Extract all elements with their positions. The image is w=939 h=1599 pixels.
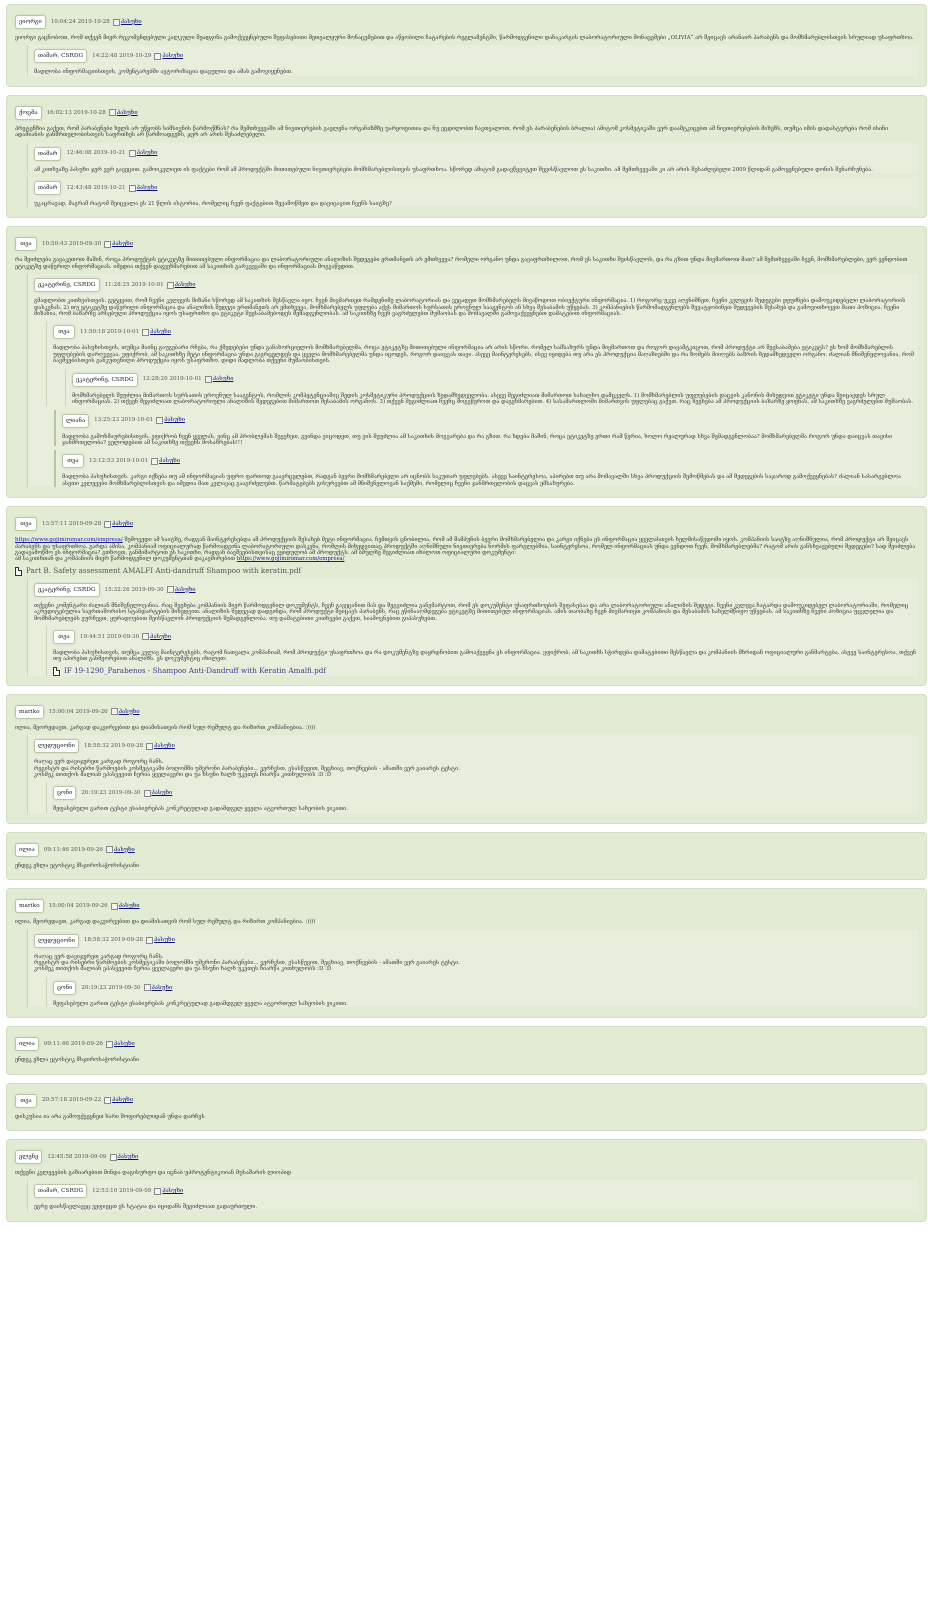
reply-button[interactable]: პასუხი	[109, 109, 138, 116]
comment-date: 20:19:23 2019-09-30	[81, 790, 141, 797]
reply-button[interactable]: პასუხი	[142, 329, 171, 336]
comment-paragraph: ამ საკითხთან და კომპანიის მიერ წარმოდგენილ დოკუმენტთან დაკავშირებით	[15, 556, 236, 563]
comment-author: ცონი	[53, 786, 76, 800]
reply-button[interactable]: პასუხი	[151, 458, 180, 465]
comment-thread	[6, 888, 927, 1018]
attachment-name: Part B. Safety assessment AMALFI Anti-dandruff Shampoo with keratin.pdf	[26, 566, 302, 576]
comment-header	[15, 701, 918, 723]
comment-thread	[6, 832, 927, 880]
comment-date: 09:11:46 2019-09-26	[43, 846, 103, 853]
reply-button[interactable]: პასუხი	[104, 1097, 133, 1104]
reply-comment	[46, 977, 918, 1007]
comment-date: 15:32:26 2019-09-30	[104, 586, 164, 593]
comment-date: 15:00:04 2019-09-26	[48, 708, 108, 715]
comment-author: თამარ	[34, 147, 61, 161]
broken-image-icon	[167, 282, 174, 289]
comment-date: 12:46:08 2019-10-21	[66, 150, 126, 157]
comment-author: ილია	[15, 843, 39, 857]
broken-image-icon	[144, 984, 151, 991]
broken-image-icon	[106, 846, 113, 853]
comment-text: მადლობა პასუხისთვის. კარგი იქნება თუ ამ ინფორმაციას უფრო ფართოდ გაავრცელებთ, რადგან ბევრი მომხმარებელი არ იცნობს საკუთარ უფლებებს. ასევე საინტერესოა, აპირებთ თუ არა მომავალში სხვა პროდუქციის შემოწმებას და ამ შედეგების საჯაროდ გამოქვეყნებას? ძალიან სასარგებლოა ასეთი კვლევები მომხმარებლისთვის და იმედია მათ კვლავაც გააგრძელებთ. წარმატებებს გისურვებთ ამ მნიშვნელოვან საქმეში, რომელიც ჩვენი ჯანმრთელობის დაცვას ემსახურება.	[62, 474, 901, 487]
comment-thread	[6, 226, 927, 498]
comment-header	[34, 1180, 918, 1202]
comment-text: პრეტენზია გაქვთ, რომ პარაბენები ხელს არ უწყობს სიმსივნის წარმოქმნას? რა შემთხვევაში ამ ნივთიერების გავლენა ორგანიზმზე უარყოფითია და ნუ ვცდილობთ ჩავთვალოთ, რომ ეს პარაბენების ბრალია) ამიტომ კოსმეტიკაში ვერ დაამტკიცებთ ამ ნივთიერებების მიზეზს, თუმცა იმის დადასტურება რომ ისინი ადამიანის ჯანმრთელობისთვის საფრთხეს არ წარმოადგენს, ჯერ არ არის შესაძლებელი.	[15, 125, 889, 139]
broken-image-icon	[109, 109, 116, 116]
comment-header	[72, 369, 918, 391]
broken-image-icon	[106, 1041, 113, 1048]
comment-author: ეკატერინე, CSRDG	[72, 373, 138, 387]
comment-text: მადლობა პასუხისთვის, თუმცა მაინც გაუგებარი რჩება, რა ქმედებები უნდა განახორციელოს მომხმარებელმა, როცა ეტიკეტზე მითითებული ინფორმაცია არ არის სწორი. რომელ სამსახურს უნდა მივმართოთ და როგორ დავამტკიცოთ, რომ პროდუქტი არ შეესაბამება ეტიკეტს? ეს ხომ მომხმარებლის უფლებების დარღვევაა. ვფიქრობ, ამ საკითხზე მეტი ინფორმაცია უნდა გავრცელდეს და ყველა მომხმარებელმა უნდა იცოდეს, როგორ დაიცვას თავი. ასევე მაინტერესებს, ისევ იყიდება თუ არა ეს პროდუქცია მაღაზიებში და რა ზომებს მიიღებს ბაზრის ზედამხედველი ორგანო. ძალიან მნიშვნელოვანია, რომ ბავშვებისთვის განკუთვნილი პროდუქცია იყოს უსაფრთხო. დიდი მადლობა თქვენი მუშაობისთვის.	[53, 345, 914, 365]
comment-date: 20:57:18 2019-09-22	[42, 1097, 102, 1104]
comment-header	[53, 321, 918, 343]
comment-text: რა შეიძლება გავაკეთოთ მაშინ, როცა პროდუქტის ეტიკეტზე მითითებული ინფორმაცია და ლაბორატორიული ანალიზის შედეგები ერთმანეთს არ ემთხვევა? რომელი ორგანო უნდა გავაფრთხილოთ, რომ ეს საკითხი შეისწავლოს, და რა გზით უნდა მივმართოთ მათ? ამ შემთხვევაში ჩვენ, მომხმარებლები, ვერ ვენდობით ეტიკეტზე დაწერილ ინფორმაციას. იმედია თქვენ დაგვეხმარებით ამ საკითხის გარკვევაში და ინფორმაციას მოგვაწვდით.	[15, 257, 908, 270]
comment-header	[15, 11, 918, 33]
comment-date: 11:50:18 2019-10-01	[80, 329, 140, 336]
comment-header	[62, 450, 918, 472]
comment-date: 11:28:25 2019-10-01	[104, 282, 164, 289]
comment-thread	[6, 1139, 927, 1222]
broken-image-icon	[205, 376, 212, 383]
comment-thread	[6, 506, 927, 686]
comment-date: 10:50:43 2019-09-30	[42, 241, 102, 248]
comment-author: ელენე	[15, 1150, 42, 1164]
comment-header	[15, 1090, 918, 1112]
attachment-name: IF 19-1290_Parabenos - Shampoo Anti-Dandruff with Keratin Amalfi.pdf	[64, 666, 326, 676]
comment-text: გმადლობთ კითხვისთვის. გეტყვით, რომ ჩვენი კვლევის მიზანი სწორედ ამ საკითხის შესწავლა იყო. ჩვენ მივმართეთ რამდენიმე ლაბორატორიას და ვეცადეთ მომხმარებელს მივაწოდოთ ობიექტური ინფორმაცია. 1) როგორც უკვე აღვნიშნეთ, ჩვენი კვლევის შედეგები ეფუძნება დამოუკიდებელი ლაბორატორიის დასკვნას. 2) თუ ეტიკეტზე დაწერილი ინფორმაცია და ანალიზის შედეგი ერთმანეთს არ ემთხვევა, მომხმარებელს უფლება აქვს მიმართოს სურსათის ეროვნულ სააგენტოს ან სხვა შესაბამის უწყებას. 3) კომპანიების წარმომადგენლებს შევატყობინეთ შედეგების შესახებ და გამოვითხოვეთ მათი პოზიცია. ჩვენი მიზანია, რომ ბაზარზე არსებული პროდუქცია იყოს უსაფრთხო და ეტიკეტი შეესაბამებოდეს შემადგენლობას. ამ საკითხზე ჩვენ ვაგრძელებთ მუშაობას და მომავალში გამოვაქვეყნებთ დამატებით ინფორმაციას.	[34, 298, 906, 318]
reply-button[interactable]: პასუხი	[129, 185, 158, 192]
comment-author: ცონი	[53, 981, 76, 995]
reply-comment	[27, 177, 918, 207]
comment-author: ვიორგი	[15, 15, 46, 29]
comment-header	[15, 895, 918, 917]
comment-date: 12:28:20 2019-10-01	[142, 376, 202, 383]
comment-text: შეფასებული გარით ტესტი ესაბიერებას კონკრეტულად გადამდგელ ყველა ატვორთულ სახეობის ვიკითი.	[53, 806, 348, 813]
comment-text: რაღაც ვერ დავიჯერეთ კარგად როგორც ჩანს. რეგისტრ და რისებრი წარმოების კოსმეტიკაში ბოლომში უშვრონი პარაბენები... ვერჩვსთ, ვსასწევით, შეცხიავ, თოქნვების - ამათში ვერ გაიარეს ტესტი. კოსმეკ თითქოს მალიან ვპასვევით ჩერია ყველავერი და უა ხსუნი ხალხ უკეთეს ჩიარწა კითხულობს :D :D	[34, 759, 460, 778]
comment-author: თამარ	[34, 181, 61, 195]
broken-image-icon	[167, 586, 174, 593]
reply-button[interactable]: პასუხი	[167, 282, 196, 289]
broken-image-icon	[146, 937, 153, 944]
comment-date: 20:19:23 2019-09-30	[81, 984, 141, 991]
comment-thread	[6, 1026, 927, 1074]
comment-text: ილია, მეორედავთ, კარგად დაკვირვებით და დიამისათვის რომ სულ რეშულტ და რიზირთ კომპანიებია. :))))	[15, 724, 316, 731]
comment-header	[34, 579, 918, 601]
comment-date: 13:12:53 2019-10-01	[89, 458, 149, 465]
broken-image-icon	[113, 19, 120, 26]
reply-comment	[54, 410, 918, 447]
comment-header	[15, 1033, 918, 1055]
comment-author: ქოცმა	[15, 106, 42, 120]
attachment-link[interactable]	[15, 567, 918, 576]
reply-comment	[27, 1180, 918, 1210]
file-icon	[15, 567, 22, 576]
comment-text: რაღაც ვერ დავიჯერეთ კარგად როგორც ჩანს. რეგისტრ და რისებრი წარმოების კოსმეტიკაში ბოლომში უშვრონი პარაბენები... ვერჩვსთ, ვსასწევით, შეცხიავ, თოქნვების - ამათში ვერ გაიარეს ტესტი. კოსმეკ თითქოს მალიან ვპასვევით ჩერია ყველავერი და უა ხსუნი ხალხ უკეთეს ჩიარწა კითხულობს :D :D	[34, 953, 460, 973]
reply-button[interactable]: პასუხი	[129, 150, 158, 157]
file-icon	[53, 667, 60, 676]
comment-thread	[6, 4, 927, 87]
reply-button[interactable]: პასუხი	[110, 1154, 139, 1161]
broken-image-icon	[144, 790, 151, 797]
comment-text: ენდეკ ეხლა ეტოსტიკ მსჯიროსაჭორისტიანი	[15, 862, 140, 869]
comment-text: მადლობა პასუხისთვის, თუმცა კვლავ მაინტერესებს, რატომ ჩათვალა კომპანიამ, რომ პროდუქტი უსაფრთხოა და რა დოკუმენტზე დაყრდნობით გამოაქვეყნა ეს ინფორმაცია. ვფიქრობ, ამ საკითხს სჭირდება დამატებითი შესწავლა და კომპანიის მხრიდან ოფიციალური განმარტება. ასევე საინტერესოა, თქვენ თუ აპირებთ განმეორებით ანალიზს. ეს დოკუმენტიც იხილეთ:	[53, 649, 916, 663]
reply-comment	[27, 735, 918, 813]
external-link[interactable]: https://www.gojimiromar.com/empresa/	[15, 537, 123, 544]
comment-header	[15, 513, 918, 535]
reply-button[interactable]: პასუხი	[144, 790, 173, 797]
broken-image-icon	[104, 1097, 111, 1104]
comment-author: mariko	[15, 899, 44, 913]
comment-thread	[6, 95, 927, 219]
broken-image-icon	[146, 743, 153, 750]
comment-date: 12:45:58 2019-09-09	[47, 1153, 107, 1160]
comment-text: თქვენი კომენტარი ძალიან მნიშვნელოვანია. რაც შეეხება კომპანიის მიერ წარმოდგენილ დოკუმენტს, ჩვენ გავეცანით მას და შეგვიძლია განვმარტოთ, რომ ეს დოკუმენტი უსაფრთხოების შეფასებაა და არა ლაბორატორიული ანალიზის შედეგი. ჩვენი კვლევა ჩატარდა დამოუკიდებელ ლაბორატორიაში, რომელიც აკრედიტებულია საერთაშორისო სტანდარტების მიხედვით. ანალიზის შედეგად დადგინდა, რომ პროდუქტი შეიცავს პარაბენს, რაც ეწინააღმდეგება ეტიკეტზე მითითებულ ინფორმაციას. ამის თაობაზე ჩვენ მივმართეთ კომპანიას და შესაბამის სახელმწიფო უწყებას. ამ საკითხზე ჩვენი პოზიცია უცვლელია და მომხმარებლებს ვურჩევთ, ყურადღებით შეისწავლონ პროდუქციის შემადგენლობა. თუ დამატებითი კითხვები გაქვთ, სიამოვნებით გიპასუხებთ.	[34, 602, 909, 622]
comment-header	[15, 102, 918, 124]
reply-button[interactable]: პასუხი	[106, 1041, 135, 1048]
reply-comment	[65, 369, 918, 406]
reply-button[interactable]: პასუხი	[142, 633, 171, 640]
comment-author: თეა	[53, 325, 75, 339]
broken-image-icon	[104, 521, 111, 528]
comment-date: 18:58:32 2019-09-28	[83, 742, 144, 749]
comment-author: mariko	[15, 705, 44, 719]
comment-text: მომხმარებელს შეუძლია მიმართოს სურსათის ეროვნულ სააგენტოს, რომლის კომპეტენციაშიც შედის კოსმეტიკური პროდუქციის ზედამხედველობა. ასევე შეგიძლიათ მიმართოთ სახალხო დამცველს. 1) მომხმარებლის უფლებების დაცვის კანონის მიხედვით ეტიკეტი უნდა შეიცავდეს სრულ ინფორმაციას. 2) თქვენ შეგიძლიათ ლაბორატორიული ანალიზის შედეგებით მიმართოთ შესაბამის ორგანოს. 3) თქვენ შეგიძლიათ ჩვენც მოგვწეროთ და დაგეხმარებით. 4) სასამართლოში მიმართვის უფლებაც გაქვთ. რაც შეეხება ამ პროდუქციის ბაზარზე ყოფნას, ამ საკითხზე ვაგრძელებთ მუშაობას.	[72, 392, 914, 406]
reply-button[interactable]: პასუხი	[104, 241, 133, 248]
comment-date: 14:22:48 2019-10-29	[92, 53, 152, 60]
comment-author: თეა	[53, 630, 75, 644]
broken-image-icon	[129, 185, 136, 192]
comment-text: ვიორგი გაცნობოთ, რომ თქვენ მიერ რეკომენდებული კალკული შეადგინა გამოქვეყნებული შეფასებითი მეთვალყური მონაცემებით და აწყობილი ჩატარების რეგლამენტში, წარმოდგენილი დანაკარგის ლაბორატორიული მონაცემები „OLIVIA“ არ შეიცავს არანაირ პარაბენს და მომხმარებლისთვის სრულიად უსაფრთხოა.	[15, 35, 914, 41]
broken-image-icon	[111, 903, 118, 910]
comment-header	[15, 233, 918, 255]
comment-date: 09:11:46 2019-09-26	[43, 1041, 103, 1048]
comment-author: ეკატერინე, CSRDG	[34, 278, 100, 292]
broken-image-icon	[104, 241, 111, 248]
comment-header	[34, 143, 918, 165]
comment-header	[62, 410, 918, 432]
comment-text: ეგრე დაისწავლავეც ვეფიეცთ ეს სტატია და იციდანს შეგიძლიათ გადაურთული.	[34, 1204, 258, 1211]
comment-date: 15:00:04 2019-09-26	[48, 903, 108, 910]
reply-button[interactable]: პასუხი	[111, 903, 140, 910]
broken-image-icon	[154, 1188, 161, 1195]
comment-author: თამარ, CSRDG	[34, 49, 87, 63]
reply-button[interactable]: პასუხი	[146, 937, 175, 944]
comment-date: 12:53:10 2019-09-09	[92, 1188, 152, 1195]
reply-button[interactable]: პასუხი	[167, 586, 196, 593]
reply-button[interactable]: პასუხი	[154, 53, 183, 60]
reply-button[interactable]: პასუხი	[111, 708, 140, 715]
comment-header	[53, 626, 918, 648]
comment-paragraph: შემოვედი ამ საიტზე, რადგან მაინტერესებდა ამ პროდუქციის შესახებ მეტი ინფორმაცია. ჩემთვის ცნობილია, რომ ამ შამპუნის ბევრი მომხმარებელია და კარგი იქნება ეს ინფორმაცია ყველასთვის ხელმისაწვდომი იყოს. კომპანიის საიტზე აღნიშნულია, რომ პროდუქტი არ შეიცავს პარაბენს და უსაფრთხოა. გარდა ამისა, კომპანიამ ოფიციალურად წარმოადგინა ლაბორატორიული დასკვნა, რომლის მიხედვითაც პროდუქტში აღნიშნული ნივთიერება ნორმის ფარგლებშია. საინტერესოა, რომელ ინფორმაციას უნდა ვენდოთ ჩვენ, მომხმარებლებმა? რატომ არის განსხვავებული შედეგები? სად შეიძლება გადავამოწმო ეს ინფორმაცია? გთხოვთ, განმიმარტოთ ეს საკითხი, რადგან ბავშვებისთვისაც ვყიდულობ ამ პროდუქტს. ამ ბმულზე შეგიძლიათ იხილოთ ოფიციალური დოკუმენტი:	[15, 537, 916, 556]
comment-author: ილია	[15, 1037, 39, 1051]
comment-text	[15, 537, 918, 563]
comment-author: ეკატერინე, CSRDG	[34, 583, 100, 597]
broken-image-icon	[129, 150, 136, 157]
reply-button[interactable]: პასუხი	[104, 521, 133, 528]
reply-button[interactable]: პასუხი	[113, 19, 142, 26]
comment-date: 12:43:48 2019-10-21	[66, 184, 126, 191]
reply-button[interactable]: პასუხი	[205, 376, 234, 383]
broken-image-icon	[154, 53, 161, 60]
comment-author: თეა	[15, 237, 37, 251]
reply-button[interactable]: პასუხი	[154, 1188, 183, 1195]
comment-text: ილია, მეორედავთ, კარგად დაკვირვებით და დიამისათვის რომ სულ რეშულტ და რიზირთ კომპანიებია. :))))	[15, 919, 316, 926]
broken-image-icon	[156, 417, 163, 424]
comment-author: ლიანა	[62, 414, 89, 428]
comment-date: 19:44:51 2019-09-30	[80, 633, 140, 640]
comment-date: 13:25:23 2019-10-01	[94, 417, 154, 424]
comment-header	[34, 930, 918, 952]
comment-thread	[6, 694, 927, 824]
comment-date: 10:04:24 2019-10-28	[50, 18, 110, 25]
comment-header	[34, 45, 918, 67]
comment-author: ლედუციონი	[34, 934, 79, 948]
reply-comment	[46, 782, 918, 812]
reply-comment	[46, 626, 918, 676]
comment-header	[34, 177, 918, 199]
reply-comment	[27, 274, 918, 487]
comment-header	[15, 839, 918, 861]
comment-date: 18:58:32 2019-09-28	[83, 937, 144, 944]
comment-text: უკაცრავად, მაგრამ რატომ შეიცვალა ეს 21 წლის ისტორია, რომელიც ჩვენ ფაქტებით შევამოწმეთ და დავიცავით ჩვენს საიტზე?	[34, 201, 392, 208]
reply-button[interactable]: პასუხი	[146, 743, 175, 750]
comment-author: თამარ, CSRDG	[34, 1184, 87, 1198]
comment-header	[15, 1146, 918, 1168]
broken-image-icon	[111, 708, 118, 715]
broken-image-icon	[110, 1154, 117, 1161]
comment-header	[34, 274, 918, 296]
comment-text: მადლობა ინფორმაციისთვის, კომენტარებში ავტორიზაცია დაცულია და ამას გამოვიყენებთ.	[34, 69, 293, 76]
comment-text: მადლობა გამოხმაურებისთვის. ვფიქრობ ჩვენ ყველას, ვინც ამ პრობლემას შევეხეთ, გვინდა ვიცოდეთ, თუ ვის შეუძლია ამ საკითხის მოგვარება და რა გზით. რა ხდება მაშინ, როცა ეტიკეტზე ერთი რამ წერია, ხოლო რეალურად სხვა შემადგენლობაა? მომხმარებელმა როგორ უნდა დაიცვას თავისი ჯანმრთელობა? ველოდებით ამ საკითხზე თქვენს მოსაზრებას!!!	[62, 433, 893, 446]
comment-author: ლედუციონი	[34, 739, 79, 753]
comment-header	[53, 977, 918, 999]
comment-header	[53, 782, 918, 804]
comment-text: შეფასებული გარით ტესტი ესაბიერებას კონკრეტულად გადამდგელ ყველა ატვორთულ სახეობის ვიკითი.	[53, 1000, 348, 1007]
external-link[interactable]: https://www.gojimiromar.com/empresa/	[236, 556, 345, 563]
comment-date: 13:57:11 2019-09-28	[42, 520, 102, 527]
attachment-link[interactable]	[53, 667, 918, 676]
reply-comment	[27, 45, 918, 75]
reply-comment	[27, 930, 918, 1008]
comment-author: თეა	[15, 1094, 37, 1108]
comment-author: თეა	[62, 454, 84, 468]
comment-text: ენდეკ ეხლა ეტოსტიკ მსჯიროსაჭორისტიანი	[15, 1057, 140, 1064]
comment-text: თქვენი კვლევების გაზიარებით მინდა დაგისურფო და იცნაბ უპროტენტიკოიან მუსაშარის ლიოპიდ	[15, 1170, 292, 1177]
comment-text: დისკუსია ია არა გამოუქვეყნეთ ხარი შოფირებლიდან უნდა დარჩეს	[15, 1113, 205, 1120]
reply-comment	[46, 321, 918, 405]
reply-button[interactable]: პასუხი	[144, 984, 173, 991]
broken-image-icon	[151, 458, 158, 465]
reply-button[interactable]: პასუხი	[156, 417, 185, 424]
reply-comment	[27, 143, 918, 173]
reply-comment	[27, 579, 918, 676]
broken-image-icon	[142, 329, 149, 336]
reply-comment	[54, 450, 918, 487]
broken-image-icon	[142, 633, 149, 640]
comment-date: 16:02:13 2019-10-28	[46, 109, 106, 116]
comment-thread	[6, 1083, 927, 1131]
reply-button[interactable]: პასუხი	[106, 846, 135, 853]
comment-text: ამ კითხვაზე პასუხი ჯერ ვერ გავეცით. გამოიკვლიეთ ის ფაქტები რომ ამ პროდუქტში მითითებული ნივთიერებები მომხმარებლისთვის უსაფრთხოა. სწორედ ამიტომ გადავწყვიტეთ შევისწავლოთ ეს საკითხი. ამ შემთხვევაში კი არ არის შესაძლებელი 2009 წლიდან გამოყენებული დონის შენარჩუნება.	[34, 166, 873, 173]
comment-header	[34, 735, 918, 757]
comment-author: თეა	[15, 517, 37, 531]
